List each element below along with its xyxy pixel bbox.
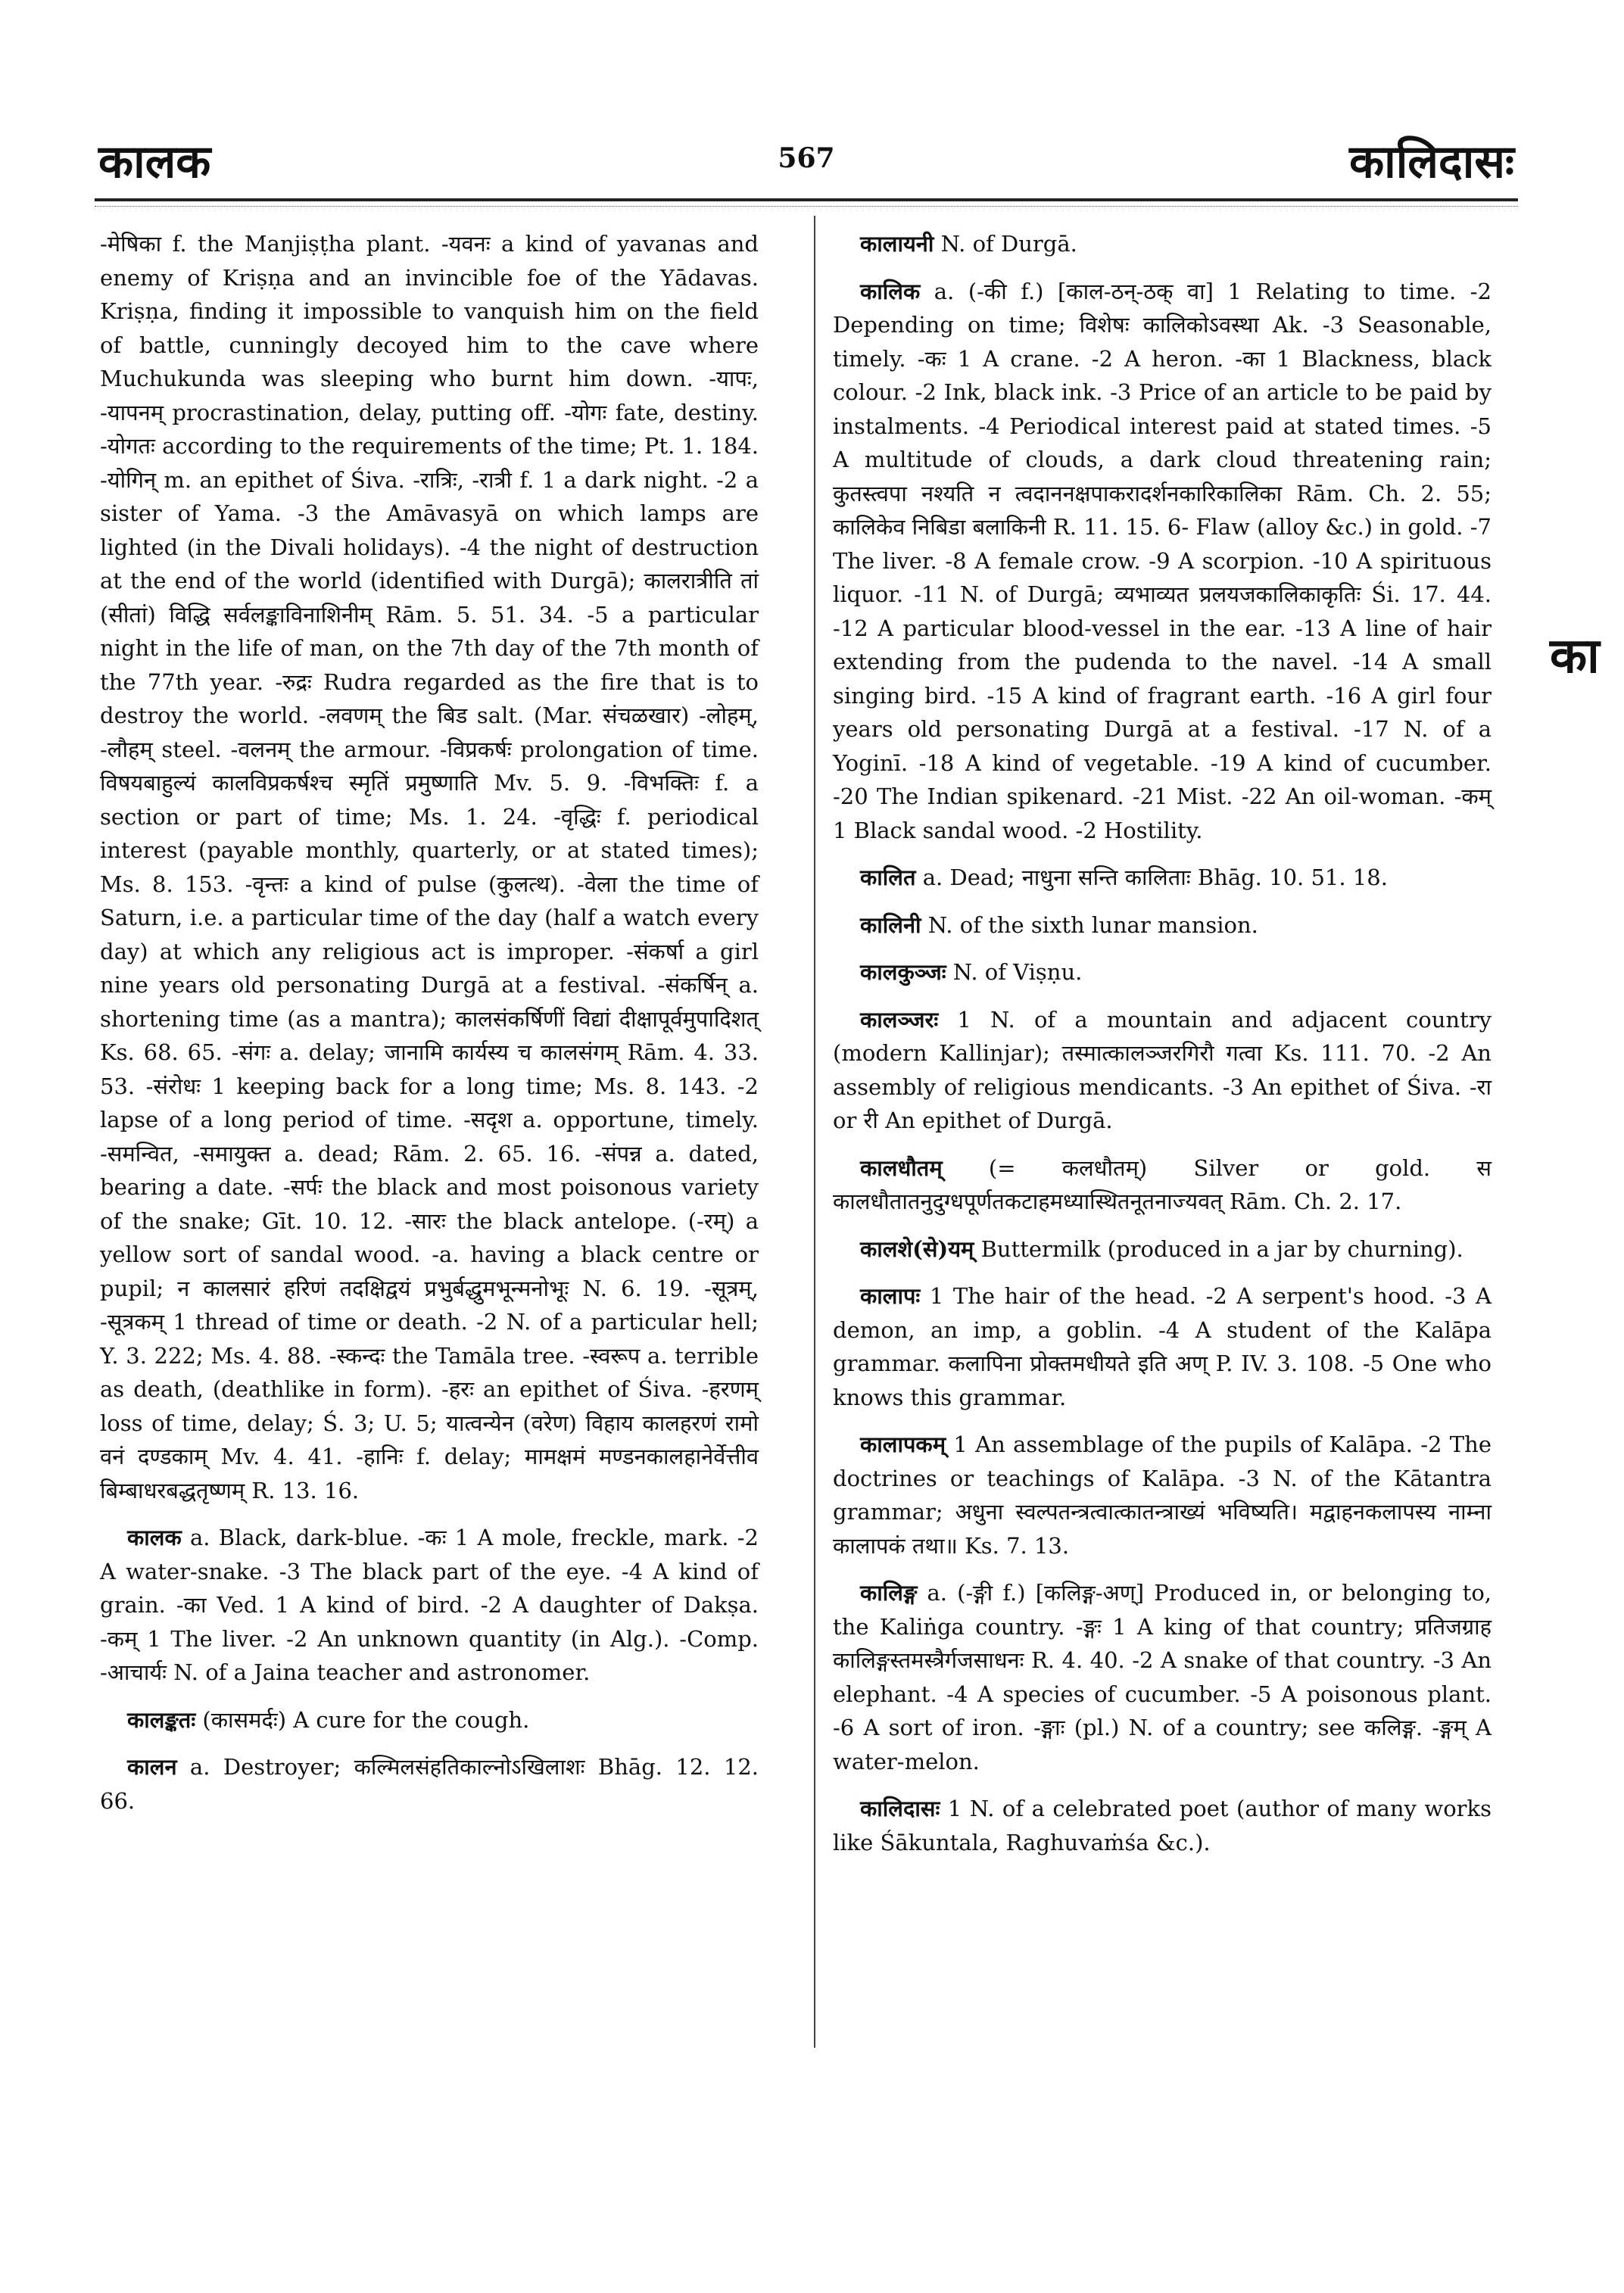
entry-text: N. of Viṣṇu. [946,959,1083,985]
dictionary-entry [100,1521,759,1690]
entry-headword: कालिदासः [860,1796,940,1821]
entry-headword: कालङ्कतः [127,1706,196,1733]
header-right-guideword: कालिदासः [1349,136,1514,188]
entry-text: a. Destroyer; कल्मिलसंहतिकाल्नोऽखिलाशः Bhāg. 12. 12. 66. [100,1754,759,1814]
page-header [98,129,1514,197]
header-left-guideword: कालक [98,136,211,188]
entry-headword: कालिङ्ग [860,1580,918,1606]
entry-text: 1 N. of a mountain and adjacent country (modern Kallinjar); तस्मात्कालञ्जरगिरौ गत्वा Ks. 111. 70. -2 An assembly of religious mendicants. -3 An epithet of Śiva. -रा or री An epithet of Durgā. [833,1006,1492,1133]
thumb-index-tab: का [1550,628,1600,684]
left-column [100,227,759,1831]
entry-text: a. Dead; नाधुना सन्ति कालिताः Bhāg. 10. 51. 18. [915,865,1388,890]
dictionary-entry [833,1232,1492,1266]
dictionary-entry [833,1003,1492,1138]
entry-text: (कासमर्दः) A cure for the cough. [195,1706,530,1733]
entry-headword: कालिक [860,278,921,304]
dictionary-entry [833,861,1492,895]
entry-text: (= कलधौतम्) Silver or gold. स कालधौतातनुदुग्धपूर्णतकटाहमध्यास्थितनूतनाज्यवत् Rām. Ch. 2. 17. [833,1154,1492,1214]
entry-headword: कालधौतम् [860,1154,943,1181]
entry-headword: कालापकम् [860,1432,946,1457]
dictionary-entry [833,1279,1492,1414]
entry-headword: कालिनी [860,911,921,938]
entry-text: N. of the sixth lunar mansion. [921,911,1258,938]
dictionary-entry [833,1428,1492,1562]
entry-headword: कालायनी [860,231,934,257]
entry-text: 1 An assemblage of the pupils of Kalāpa. -2 The doctrines or teachings of Kalāpa. -3 N. of the Kātantra grammar; अधुना स्वल्पतन्त्रत्वात्कातन्त्राख्यं भविष्यति। मद्वाहनकलापस्य नाम्ना कालापकं तथा॥ Ks. 7. 13. [833,1432,1492,1559]
dictionary-entry [100,227,759,1507]
dictionary-entry [833,1151,1492,1219]
entry-headword: कालित [860,865,916,890]
entry-text: -मेषिका f. the Manjiṣṭha plant. -यवनः a kind of yavanas and enemy of Kriṣṇa and an invincible foe of the Yādavas. Kriṣṇa, finding it impossible to vanquish him on the field of battle, cunningly decoyed him to the cave where Muchukunda was sleeping who burnt him down. -यापः, -यापनम् procrastination, delay, putting off. -योगः fate, destiny. -योगतः according to the requirements of the time; Pt. 1. 184. -योगिन् m. an epithet of Śiva. -रात्रिः, -रात्री f. 1 a dark night. -2 a sister of Yama. -3 the Amāvasyā on which lamps are lighted (in the Divali holidays). -4 the night of destruction at the end of the world (identified with Durgā); कालरात्रीति तां (सीतां) विद्धि सर्वलङ्काविनाशिनीम् Rām. 5. 51. 34. -5 a particular night in the life of man, on the 7th day of the 7th month of the 77th year. -रुद्रः Rudra regarded as the fire that is to destroy the world. -लवणम् the बिड salt. (Mar. संचळखार) -लोहम्, -लौहम् steel. -वलनम् the armour. -विप्रकर्षः prolongation of time. विषयबाहुल्यं कालविप्रकर्षश्च स्मृतिं प्रमुष्णाति Mv. 5. 9. -विभक्तिः f. a section or part of time; Ms. 1. 24. -वृद्धिः f. periodical interest (payable monthly, quarterly, or at stated times); Ms. 8. 153. -वृन्तः a kind of pulse (कुलत्थ). -वेला the time of Saturn, i.e. a particular time of the day (half a watch every day) at which any religious act is improper. -संकर्षा a girl nine years old personating Durgā at a festival. -संकर्षिन् a. shortening time (as a mantra); कालसंकर्षिणीं विद्यां दीक्षापूर्वमुपादिशत् Ks. 68. 65. -संगः a. delay; जानामि कार्यस्य च कालसंगम् Rām. 4. 33. 53. -संरोधः 1 keeping back for a long time; Ms. 8. 143. -2 lapse of a long period of time. -सदृश a. opportune, timely. -समन्वित, -समायुक्त a. dead; Rām. 2. 65. 16. -संपन्न a. dated, bearing a date. -सर्पः the black and most poisonous variety of the snake; Gīt. 10. 12. -सारः the black antelope. (-रम्) a yellow sort of sandal wood. -a. having a black centre or pupil; न कालसारं हरिणं तदक्षिद्वयं प्रभुर्बद्धुमभून्मनोभूः N. 6. 19. -सूत्रम्, -सूत्रकम् 1 thread of time or death. -2 N. of a particular hell; Y. 3. 222; Ms. 4. 88. -स्कन्दः the Tamāla tree. -स्वरूप a. terrible as death, (deathlike in form). -हरः an epithet of Śiva. -हरणम् loss of time, delay; Ś. 3; U. 5; यात्वन्येन (वरेण) विहाय कालहरणं रामो वनं दण्डकाम् Mv. 4. 41. -हानिः f. delay; मामक्षमं मण्डनकालहानेर्वेत्तीव बिम्बाधरबद्धतृष्णम् R. 13. 16. [100,231,759,1503]
dictionary-entry [833,227,1492,261]
entry-text: Buttermilk (produced in a jar by churning). [974,1235,1463,1262]
entry-text: 1 N. of a celebrated poet (author of many works like Śākuntala, Raghuvaṁśa &c.). [833,1796,1492,1855]
entry-headword: कालकुञ्जः [860,959,946,985]
entry-text: a. (-की f.) [काल-ठन्-ठक् वा] 1 Relating to time. -2 Depending on time; विशेषः कालिकोऽवस्था Ak. -3 Seasonable, timely. -कः 1 A crane. -2 A heron. -का 1 Blackness, black colour. -2 Ink, black ink. -3 Price of an article to be paid by instalments. -4 Periodical interest paid at stated times. -5 A multitude of clouds, a dark cloud threatening rain; कुतस्त्वपा नश्यति न त्वदाननक्षपाकरादर्शनकारिकालिका Rām. Ch. 2. 55; कालिकेव निबिडा बलाकिनी R. 11. 15. 6- Flaw (alloy &c.) in gold. -7 The liver. -8 A female crow. -9 A scorpion. -10 A spirituous liquor. -11 N. of Durgā; व्यभाव्यत प्रलयजकालिकाकृतिः Śi. 17. 44. -12 A particular blood-vessel in the ear. -13 A line of hair extending from the pudenda to the navel. -14 A small singing bird. -15 A kind of fragrant earth. -16 A girl four years old personating Durgā at a festival. -17 N. of a Yoginī. -18 A kind of vegetable. -19 A kind of cucumber. -20 The Indian spikenard. -21 Mist. -22 An oil-woman. -कम् 1 Black sandal wood. -2 Hostility. [833,278,1492,843]
dictionary-entry [100,1703,759,1737]
dictionary-entry [100,1750,759,1818]
entry-headword: कालञ्जरः [860,1006,939,1033]
entry-text: 1 The hair of the head. -2 A serpent's hood. -3 A demon, an imp, a goblin. -4 A student of the Kalāpa grammar. कलापिना प्रोक्तमधीयते इति अण् P. IV. 3. 108. -5 One who knows this grammar. [833,1283,1492,1410]
page-number: 567 [778,142,835,174]
entry-text: a. (-ङ्गी f.) [कलिङ्ग-अण्] Produced in, or belonging to, the Kaliṅga country. -ङ्गः 1 A king of that country; प्रतिजग्राह कालिङ्गस्तमस्त्रैर्गजसाधनः R. 4. 40. -2 A snake of that country. -3 An elephant. -4 A species of cucumber. -5 A poisonous plant. -6 A sort of iron. -ङ्गाः (pl.) N. of a country; see कलिङ्ग. -ङ्गम् A water-melon. [833,1580,1492,1774]
entry-headword: कालन [127,1754,177,1780]
dictionary-entry [833,1576,1492,1778]
header-rule [95,198,1518,201]
dictionary-entry [833,1792,1492,1859]
dictionary-entry [833,908,1492,942]
dictionary-entry [833,275,1492,848]
dictionary-entry [833,955,1492,989]
column-divider [814,216,815,2048]
entry-text: a. Black, dark-blue. -कः 1 A mole, freckle, mark. -2 A water-snake. -3 The black part of the eye. -4 A kind of grain. -का Ved. 1 A kind of bird. -2 A daughter of Dakṣa. -कम् 1 The liver. -2 An unknown quantity (in Alg.). -Comp. -आचार्यः N. of a Jaina teacher and astronomer. [100,1525,759,1685]
right-column [833,227,1492,1873]
header-dotted-rule [95,206,1518,207]
entry-headword: कालशे(से)यम् [860,1235,974,1262]
entry-headword: कालक [127,1525,182,1550]
entry-text: N. of Durgā. [934,231,1077,257]
entry-headword: कालापः [860,1283,921,1309]
